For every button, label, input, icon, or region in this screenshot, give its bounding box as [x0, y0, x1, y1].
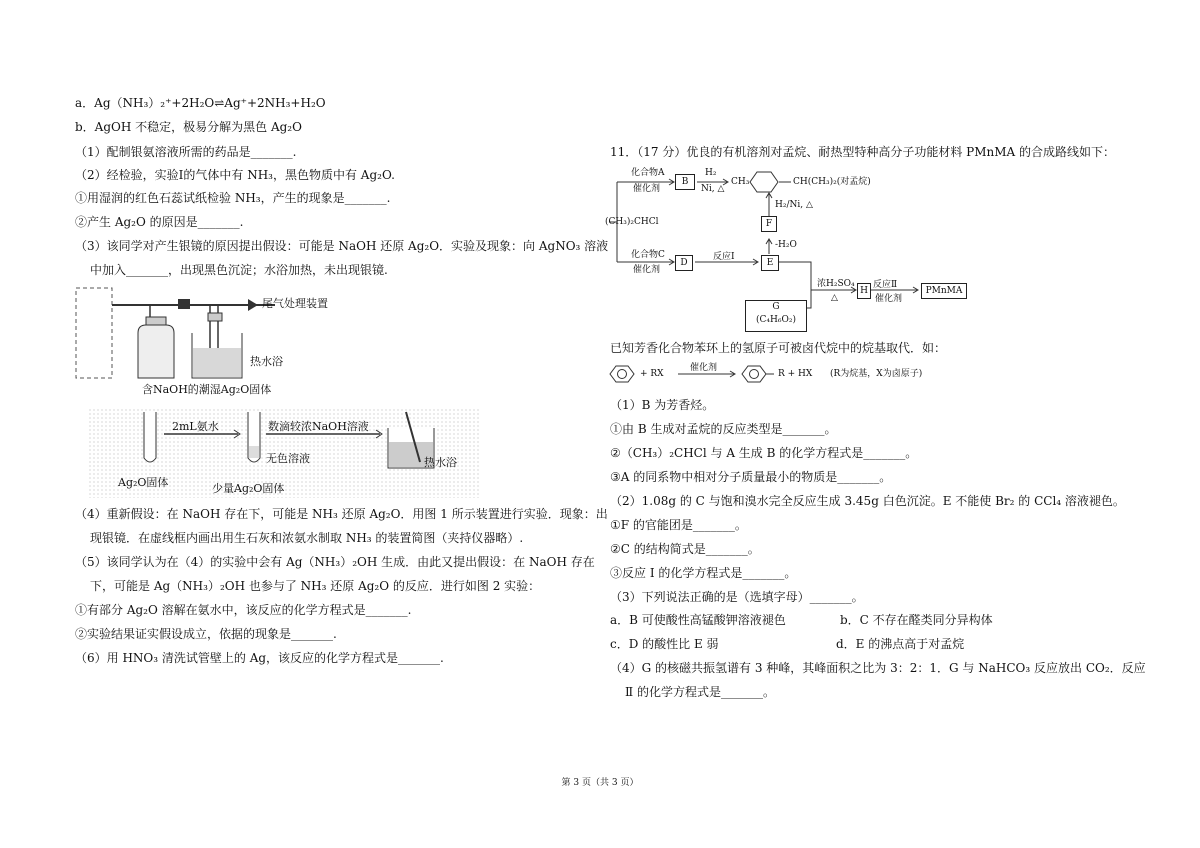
part-4: （4）G 的核磁共振氢谱有 3 种峰，其峰面积之比为 3：2：1．G 与 NaHCO₃ 反应放出 CO₂．反应	[610, 661, 1146, 675]
compound-f-box: F	[761, 216, 777, 232]
catalyst-label: 催化剂	[875, 294, 903, 304]
compound-g-formula: (C₄H₆O₂)	[756, 315, 796, 325]
tail-gas-label: 尾气处理装置	[262, 297, 328, 310]
ag2o-solid-label: Ag₂O固体	[118, 476, 169, 489]
naoh-label: 数滴较浓NaOH溶液	[268, 420, 369, 433]
hot-bath-label: 热水浴	[250, 355, 283, 368]
question-6: （6）用 HNO₃ 清洗试管壁上的 Ag，该反应的化学方程式是_______.	[75, 651, 444, 665]
text-line: 中加入_______，出现黑色沉淀；水浴加热，未出现银镜.	[90, 263, 388, 277]
text-line: ①由 B 生成对孟烷的反应类型是_______。	[610, 422, 837, 436]
text-line: ①用湿润的红色石蕊试纸检验 NH₃，产生的现象是_______.	[75, 191, 391, 205]
figure-2	[88, 408, 480, 498]
ch3-label: CH₃	[731, 177, 750, 187]
compound-e-box: E	[761, 255, 779, 271]
reaction-2-label: 反应Ⅱ	[873, 280, 898, 290]
heat-label: △	[831, 293, 838, 303]
h2-label: H₂	[705, 168, 717, 178]
question-11: 11．（17 分）优良的有机溶剂对孟烷、耐热型特种高分子功能材料 PMnMA 的合成路线如下：	[610, 145, 1116, 159]
catalyst-label: 催化剂	[690, 363, 718, 373]
menthane-label: CH(CH₃)₂(对孟烷)	[793, 177, 871, 187]
page-footer: 第 3 页（共 3 页）	[561, 778, 639, 788]
known-text: 已知芳香化合物苯环上的氢原子可被卤代烷中的烷基取代．如：	[610, 341, 947, 355]
text-line: Ⅱ 的化学方程式是_______。	[625, 685, 775, 699]
option-c: c．D 的酸性比 E 弱	[610, 637, 719, 651]
isopropyl-chloride-label: (CH₃)₂CHCl	[605, 217, 659, 227]
pmnma-box: PMnMA	[921, 283, 967, 299]
synthesis-scheme	[605, 162, 985, 334]
part-1: （1）B 为芳香烃。	[610, 398, 715, 412]
text-line: ②实验结果证实假设成立，依据的现象是_______.	[75, 627, 337, 641]
part-3: （3）下列说法正确的是（选填字母）_______。	[610, 590, 864, 604]
question-5: （5）该同学认为在（4）的实验中会有 Ag（NH₃）₂OH 生成．由此又提出假设：在 NaOH 存在	[75, 555, 595, 569]
compound-a-label: 化合物A	[631, 168, 665, 178]
h2so4-label: 浓H₂SO₄	[817, 279, 855, 289]
compound-c-label: 化合物C	[631, 250, 665, 260]
compound-g-label: G	[772, 302, 780, 312]
compound-d-box: D	[675, 255, 693, 271]
option-b: b．C 不存在醛类同分异构体	[840, 613, 993, 627]
catalyst-label: 催化剂	[633, 265, 661, 275]
text-line: ②（CH₃）₂CHCl 与 A 生成 B 的化学方程式是_______。	[610, 446, 918, 460]
option-d: d．E 的沸点高于对孟烷	[836, 637, 965, 651]
reaction-1-label: 反应Ⅰ	[713, 252, 735, 262]
text-line: ③反应 I 的化学方程式是_______。	[610, 566, 797, 580]
compound-g-box	[745, 300, 807, 332]
option-a: a．B 可使酸性高锰酸钾溶液褪色	[610, 613, 786, 627]
text-line: ②产生 Ag₂O 的原因是_______.	[75, 215, 244, 229]
small-ag2o-label: 少量Ag₂O固体	[212, 482, 285, 495]
compound-h-box: H	[857, 283, 871, 299]
rx-label: + RX	[640, 369, 664, 379]
figure-1	[70, 283, 370, 403]
colorless-label: 无色溶液	[266, 452, 310, 465]
text-line: a．Ag（NH₃）₂⁺+2H₂O⇌Ag⁺+2NH₃+H₂O	[75, 96, 326, 110]
question-3: （3）该同学对产生银镜的原因提出假设：可能是 NaOH 还原 Ag₂O．实验及现象：向 AgNO₃ 溶液	[75, 239, 609, 253]
text-line: b．AgOH 不稳定，极易分解为黑色 Ag₂O	[75, 120, 302, 134]
question-2: （2）经检验，实验Ⅰ的气体中有 NH₃，黑色物质中有 Ag₂O.	[75, 168, 395, 182]
catalyst-label: 催化剂	[633, 184, 661, 194]
text-line: ①有部分 Ag₂O 溶解在氨水中，该反应的化学方程式是_______.	[75, 603, 412, 617]
h2ni-label: H₂/Ni, △	[775, 200, 813, 210]
text-line: ③A 的同系物中相对分子质量最小的物质是_______。	[610, 470, 892, 484]
text-line: ②C 的结构简式是_______。	[610, 542, 760, 556]
alkylation-equation	[608, 362, 948, 386]
part-2: （2）1.08g 的 C 与饱和溴水完全反应生成 3.45g 白色沉淀。E 不能使 Br₂ 的 CCl₄ 溶液褪色。	[610, 494, 1125, 508]
text-line: 现银镜．在虚线框内画出用生石灰和浓氨水制取 NH₃ 的装置简图（夹持仪器略）.	[90, 531, 524, 545]
hot-bath-label: 热水浴	[424, 456, 457, 469]
text-line: 下，可能是 Ag（NH₃）₂OH 也参与了 NH₃ 还原 Ag₂O 的反应．进行如图 2 实验：	[90, 579, 541, 593]
minus-water-label: -H₂O	[775, 240, 797, 250]
ammonia-label: 2mL氨水	[172, 420, 219, 433]
question-4: （4）重新假设：在 NaOH 存在下，可能是 NH₃ 还原 Ag₂O．用图 1 所示装置进行实验．现象：出	[75, 507, 608, 521]
ni-label: Ni, △	[701, 184, 725, 194]
text-line: ①F 的官能团是_______。	[610, 518, 747, 532]
question-1: （1）配制银氨溶液所需的药品是_______.	[75, 145, 297, 159]
note-label: (R为烷基，X为卤原子)	[830, 369, 923, 379]
compound-b-box: B	[675, 174, 695, 190]
solid-label: 含NaOH的潮湿Ag₂O固体	[142, 383, 272, 396]
product-label: R + HX	[778, 369, 813, 379]
